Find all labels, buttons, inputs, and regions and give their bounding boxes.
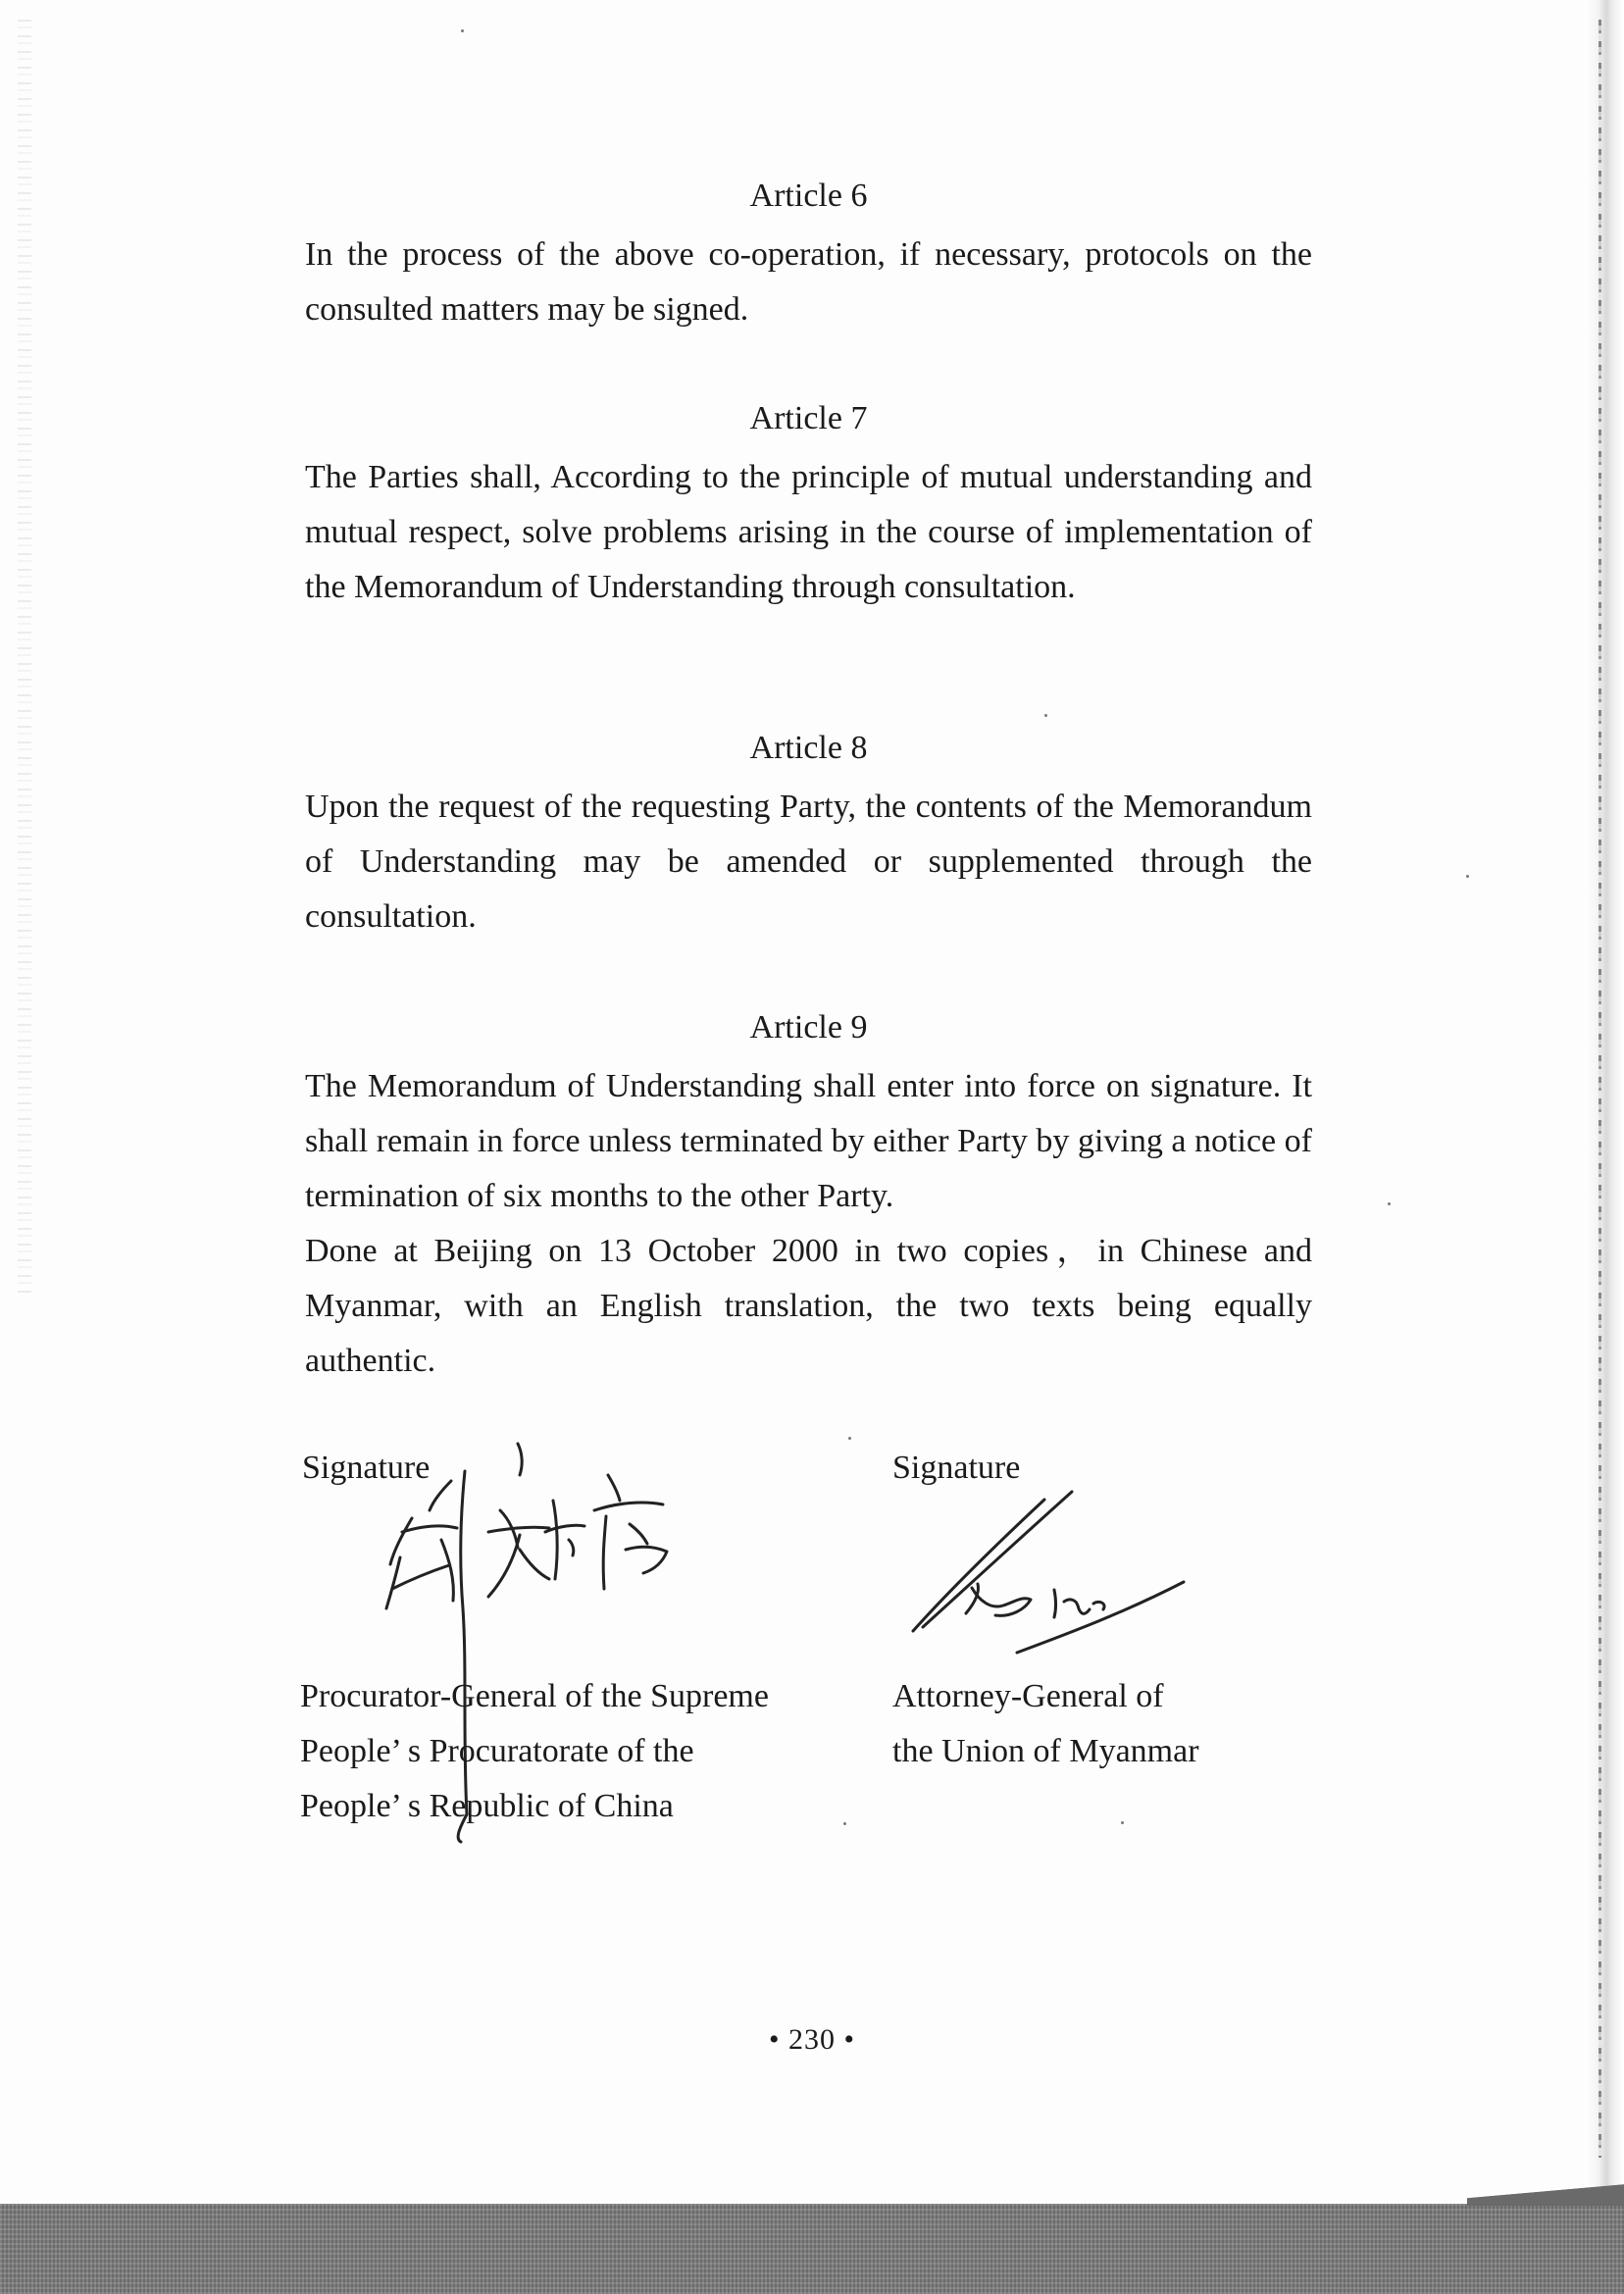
article-6-heading: Article 6 xyxy=(749,178,868,214)
scan-speck xyxy=(1466,875,1469,878)
article-7-paragraph: The Parties shall, According to the principle of mutual understanding and mutual respect, solve problems arising in the course of implementation of the Memorandum of Understanding through consultation. xyxy=(305,459,1312,605)
scan-speck xyxy=(848,1437,851,1440)
scan-speck xyxy=(1388,1202,1391,1205)
right-signature-image xyxy=(907,1486,1201,1662)
right-title-line-2: the Union of Myanmar xyxy=(892,1733,1199,1769)
article-9-heading: Article 9 xyxy=(749,1009,868,1045)
scan-speck xyxy=(843,1822,846,1825)
article-6-body xyxy=(305,228,1312,337)
scan-speck xyxy=(461,29,464,32)
scan-right-edge xyxy=(1585,0,1624,2217)
right-signatory-title xyxy=(892,1669,1199,1779)
article-8-body xyxy=(305,780,1312,944)
page-number: • 230 • xyxy=(768,2023,855,2056)
scan-speck xyxy=(1044,714,1047,717)
left-signature-label: Signature xyxy=(302,1450,431,1486)
left-title-line-1: Procurator-General of the Supreme xyxy=(300,1678,769,1714)
left-title-line-2: People’ s Procuratorate of the xyxy=(300,1733,694,1769)
right-signature-label: Signature xyxy=(892,1450,1021,1486)
article-8-heading: Article 8 xyxy=(749,730,868,766)
article-8-paragraph: Upon the request of the requesting Party, the contents of the Memorandum of Understanding may be amended or supplemented through the consultation. xyxy=(305,789,1312,935)
article-9-body xyxy=(305,1059,1312,1389)
article-6-paragraph: In the process of the above co-operation, if necessary, protocols on the consulted matters may be signed. xyxy=(305,236,1312,328)
scan-left-edge xyxy=(18,20,31,1295)
right-title-line-1: Attorney-General of xyxy=(892,1678,1164,1714)
left-title-line-3: People’ s Republic of China xyxy=(300,1788,674,1824)
article-7-heading: Article 7 xyxy=(749,400,868,436)
article-9-paragraph-2: Done at Beijing on 13 October 2000 in two copies，in Chinese and Myanmar, with an English translation, the two texts being equally authentic. xyxy=(305,1233,1312,1379)
article-7-body xyxy=(305,450,1312,615)
left-signatory-title xyxy=(300,1669,769,1834)
scan-speck xyxy=(1121,1821,1124,1824)
article-9-paragraph-1: The Memorandum of Understanding shall enter into force on signature. It shall remain in force unless terminated by either Party by giving a notice of termination of six months to the other Party. xyxy=(305,1068,1312,1214)
scan-bottom-band xyxy=(0,2204,1624,2294)
